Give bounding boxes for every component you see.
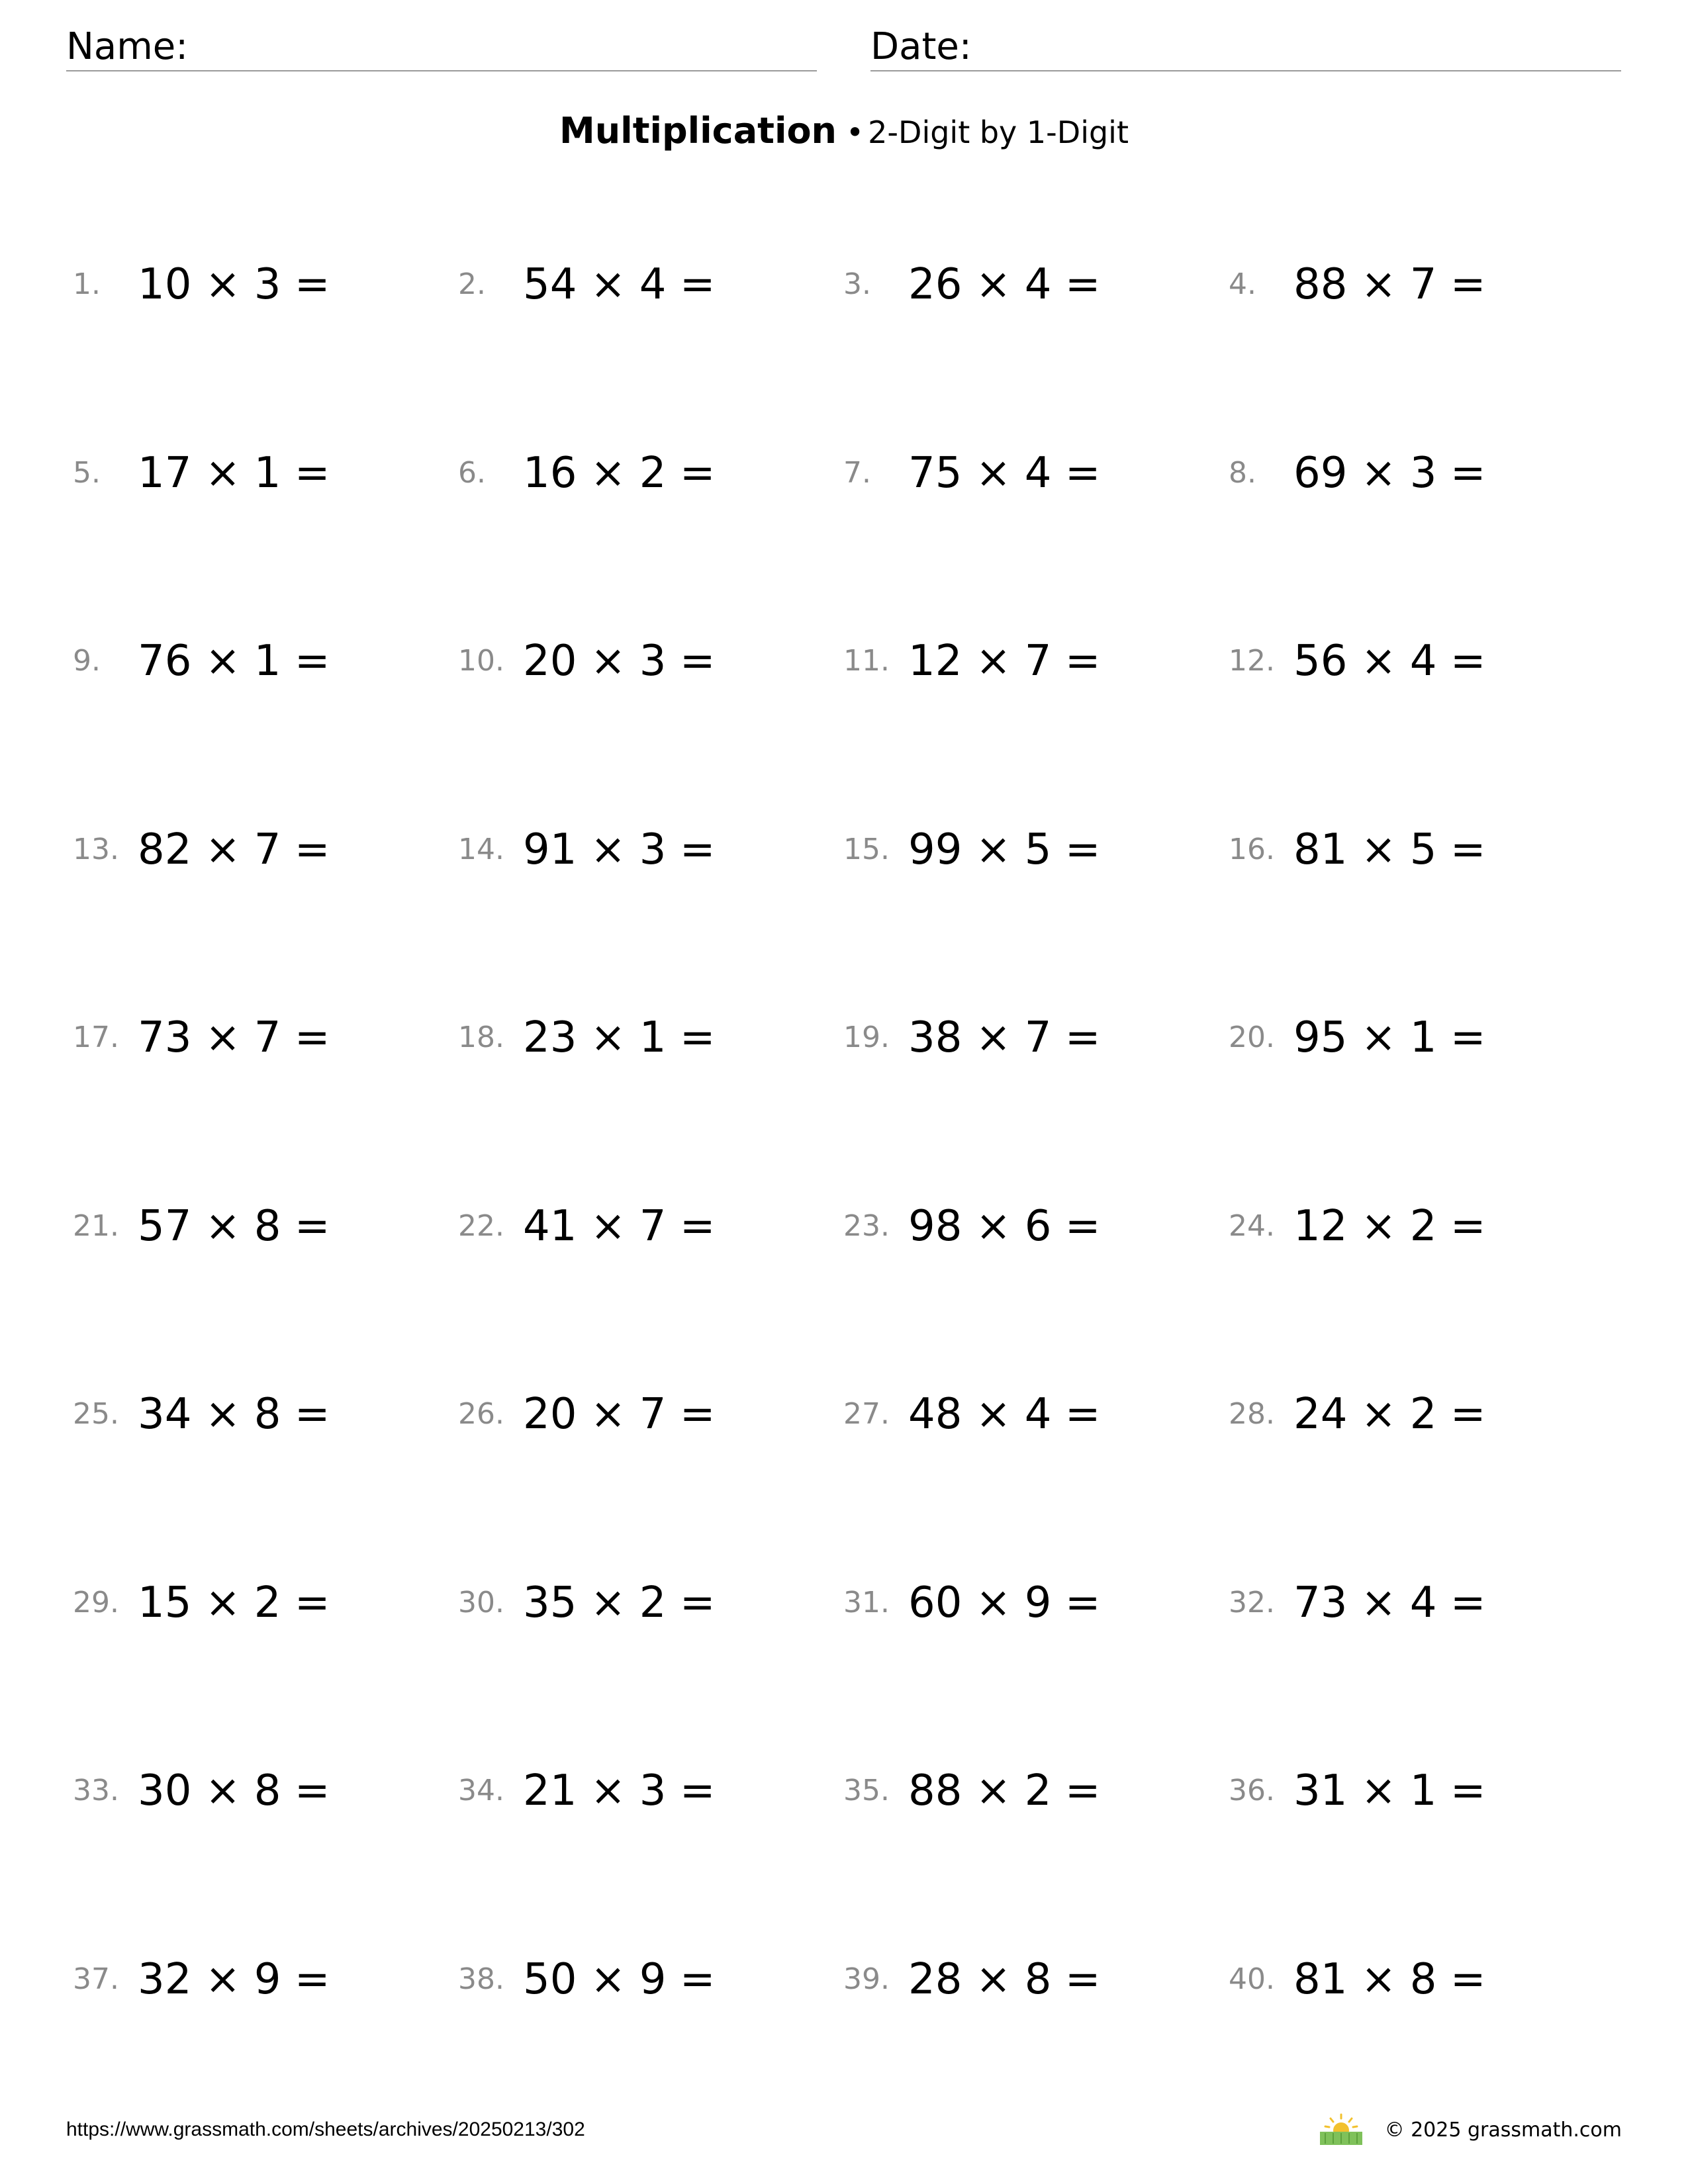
- problem-expression: 35 × 2 =: [523, 1578, 716, 1627]
- worksheet-title: [0, 105, 1688, 166]
- problem-expression: 48 × 4 =: [908, 1390, 1101, 1439]
- problem-expression: 50 × 9 =: [523, 1955, 716, 2004]
- problem-expression: 24 × 2 =: [1293, 1390, 1486, 1439]
- problem-expression: 34 × 8 =: [138, 1390, 330, 1439]
- problem-expression: 73 × 7 =: [138, 1013, 330, 1062]
- problem-number: 3.: [843, 267, 871, 301]
- title-subtitle: 2-Digit by 1-Digit: [868, 114, 1129, 150]
- problem-expression: 28 × 8 =: [908, 1955, 1101, 2004]
- problem-number: 28.: [1229, 1397, 1275, 1431]
- problem-expression: 23 × 1 =: [523, 1013, 716, 1062]
- problem-expression: 10 × 3 =: [138, 260, 330, 309]
- problem-number: 21.: [73, 1209, 119, 1243]
- problem-number: 22.: [458, 1209, 504, 1243]
- problem-number: 19.: [843, 1021, 890, 1054]
- problem-number: 15.: [843, 833, 890, 866]
- problem-number: 35.: [843, 1774, 890, 1807]
- problem-expression: 69 × 3 =: [1293, 449, 1486, 498]
- name-field[interactable]: [66, 24, 817, 71]
- problem-expression: 32 × 9 =: [138, 1955, 330, 2004]
- problem-number: 12.: [1229, 644, 1275, 678]
- problem-expression: 20 × 7 =: [523, 1390, 716, 1439]
- problem-number: 39.: [843, 1962, 890, 1996]
- problem-expression: 12 × 7 =: [908, 637, 1101, 686]
- problem-number: 26.: [458, 1397, 504, 1431]
- problem-expression: 91 × 3 =: [523, 825, 716, 874]
- problem-number: 11.: [843, 644, 890, 678]
- problem-expression: 88 × 2 =: [908, 1766, 1101, 1815]
- problem-expression: 26 × 4 =: [908, 260, 1101, 309]
- problem-expression: 88 × 7 =: [1293, 260, 1486, 309]
- problem-expression: 76 × 1 =: [138, 637, 330, 686]
- problem-expression: 38 × 7 =: [908, 1013, 1101, 1062]
- problem-number: 7.: [843, 456, 871, 490]
- problem-expression: 56 × 4 =: [1293, 637, 1486, 686]
- problem-number: 14.: [458, 833, 504, 866]
- footer-url: https://www.grassmath.com/sheets/archives/20250213/302: [66, 2118, 585, 2140]
- problem-number: 13.: [73, 833, 119, 866]
- problem-number: 18.: [458, 1021, 504, 1054]
- problem-number: 4.: [1229, 267, 1256, 301]
- problem-number: 8.: [1229, 456, 1256, 490]
- problem-number: 10.: [458, 644, 504, 678]
- problem-number: 5.: [73, 456, 101, 490]
- problem-number: 30.: [458, 1586, 504, 1619]
- problem-expression: 12 × 2 =: [1293, 1202, 1486, 1251]
- problem-number: 29.: [73, 1586, 119, 1619]
- problem-number: 17.: [73, 1021, 119, 1054]
- problem-expression: 81 × 5 =: [1293, 825, 1486, 874]
- problem-expression: 21 × 3 =: [523, 1766, 716, 1815]
- problem-expression: 98 × 6 =: [908, 1202, 1101, 1251]
- copyright-text: © 2025 grassmath.com: [1384, 2118, 1622, 2142]
- problem-expression: 16 × 2 =: [523, 449, 716, 498]
- problem-expression: 75 × 4 =: [908, 449, 1101, 498]
- problem-number: 23.: [843, 1209, 890, 1243]
- problem-expression: 31 × 1 =: [1293, 1766, 1486, 1815]
- grass-sun-logo-icon: [1317, 2113, 1365, 2146]
- problem-number: 38.: [458, 1962, 504, 1996]
- problem-number: 24.: [1229, 1209, 1275, 1243]
- title-separator: •: [846, 114, 865, 150]
- problem-number: 31.: [843, 1586, 890, 1619]
- problem-number: 36.: [1229, 1774, 1275, 1807]
- problem-number: 16.: [1229, 833, 1275, 866]
- problem-expression: 82 × 7 =: [138, 825, 330, 874]
- problem-number: 40.: [1229, 1962, 1275, 1996]
- problem-number: 34.: [458, 1774, 504, 1807]
- problem-number: 1.: [73, 267, 101, 301]
- problem-expression: 60 × 9 =: [908, 1578, 1101, 1627]
- problem-expression: 41 × 7 =: [523, 1202, 716, 1251]
- problem-number: 9.: [73, 644, 101, 678]
- problem-number: 27.: [843, 1397, 890, 1431]
- problem-expression: 30 × 8 =: [138, 1766, 330, 1815]
- footer-branding: [1317, 2110, 1622, 2150]
- problem-expression: 20 × 3 =: [523, 637, 716, 686]
- problem-expression: 54 × 4 =: [523, 260, 716, 309]
- problem-number: 32.: [1229, 1586, 1275, 1619]
- date-label: Date:: [870, 25, 972, 68]
- problem-number: 2.: [458, 267, 486, 301]
- problem-expression: 57 × 8 =: [138, 1202, 330, 1251]
- name-label: Name:: [66, 25, 189, 68]
- problem-number: 37.: [73, 1962, 119, 1996]
- problem-number: 6.: [458, 456, 486, 490]
- problem-expression: 17 × 1 =: [138, 449, 330, 498]
- problem-expression: 99 × 5 =: [908, 825, 1101, 874]
- problem-expression: 95 × 1 =: [1293, 1013, 1486, 1062]
- title-main: Multiplication: [559, 110, 837, 152]
- problem-number: 25.: [73, 1397, 119, 1431]
- problem-number: 20.: [1229, 1021, 1275, 1054]
- date-field[interactable]: [870, 24, 1621, 71]
- problem-expression: 81 × 8 =: [1293, 1955, 1486, 2004]
- problem-number: 33.: [73, 1774, 119, 1807]
- problem-expression: 15 × 2 =: [138, 1578, 330, 1627]
- problem-expression: 73 × 4 =: [1293, 1578, 1486, 1627]
